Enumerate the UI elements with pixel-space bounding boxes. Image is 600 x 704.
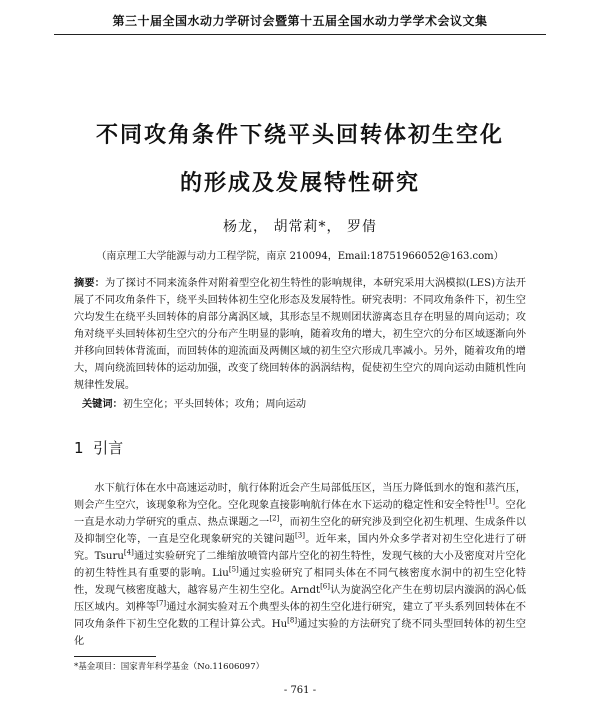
abstract-text: 为了探讨不同来流条件对附着型空化初生特性的影响规律，本研究采用大涡模拟(LES)方法开展了不同攻角条件下，绕平头回转体初生空化形态及发展特性。研究表明：不同攻角条件下，初生空穴均发生在绕平头回转体的肩部分离涡区域，其形态呈不规则团状游离态且存在明显的周向运动；攻角对绕平头回转体初生空穴的分布产生明显的影响，随着攻角的增大，初生空穴的分布区域逐渐向外并移向回转体背流面，而回转体的迎流面及两侧区域的初生空穴形成几率减小。另外，随着攻角的增大，周向绕流回转体的运动加强，改变了绕回转体的涡涡结构，促使初生空穴的周向运动由随机性向规律性发展。 <box>74 278 526 391</box>
citation-ref: [3] <box>295 531 305 540</box>
funding-footnote: *基金项目：国家青年科学基金（No.11606097） <box>74 662 265 672</box>
running-header: 第三十届全国水动力学研讨会暨第十五届全国水动力学学术会议文集 <box>54 12 546 35</box>
abstract-label: 摘要： <box>74 277 105 289</box>
section-number: 1 <box>74 439 84 457</box>
body-text: 水下航行体在水中高速运动时，航行体附近会产生局部低压区，当压力降低到水的饱和蒸汽压，则会产生空穴，该现象称为空化。空化现象直接影响航行体在水下运动的稳定性和安全特性 <box>74 483 526 511</box>
body-text: 。近年来，国内外众多学者对初生空化进行了研究。Tsuru <box>74 534 527 562</box>
body-text: 通过实验研究了相同头体在不同气核密度水洞中的初生空化特性，发现气核密度越大，越容易产生初生空化。Arndt <box>74 568 526 596</box>
body-text: ，而初生空化的研究涉及到空化初生机理、生成条件以及抑制空化等，一直是空化现象研究的关键问题 <box>74 517 527 545</box>
author-list: 杨龙， 胡常莉*， 罗倩 <box>223 219 377 235</box>
keywords-text: 初生空化；平头回转体；攻角；周向运动 <box>122 399 307 410</box>
citation-ref: [2] <box>269 514 280 523</box>
footnote-divider <box>74 656 156 657</box>
section-title: 引言 <box>93 439 124 457</box>
abstract <box>74 275 526 394</box>
page-number: - 761 - <box>283 685 317 696</box>
citation-ref: [6] <box>320 582 330 591</box>
body-text: 通过实验的方法研究了绕不同头型回转体的初生空化 <box>74 619 526 647</box>
body-text: 认为旋涡空化产生在剪切层内漩涡的涡心低压区域内。刘桦等 <box>74 585 527 613</box>
body-text: 通过水洞实验对五个典型头体的初生空化进行研究，建立了平头系列回转体在不同攻角条件下初生空化数的工程计算公式。Hu <box>74 602 526 630</box>
citation-ref: [5] <box>228 565 239 574</box>
body-text: 通过实验研究了二维缩放喷管内部片空化的初生特性，发现气核的大小及密度对片空化的初生特性具有重要的影响。Liu <box>74 551 526 579</box>
citation-ref: [4] <box>123 548 134 557</box>
paper-title-line-1: 不同攻角条件下绕平头回转体初生空化 <box>95 123 504 148</box>
citation-ref: [1] <box>485 497 496 506</box>
keywords <box>82 396 526 413</box>
citation-ref: [8] <box>287 616 298 625</box>
section-heading <box>74 437 123 458</box>
affiliation: （南京理工大学能源与动力工程学院，南京 210094，Email:18751966052@163.com） <box>96 251 504 262</box>
body-text: 。空化一直是水动力学研究的重点、热点课题之一 <box>74 500 526 528</box>
paper-title-line-2: 的形成及发展特性研究 <box>179 171 420 196</box>
citation-ref: [7] <box>156 599 167 608</box>
body-paragraph <box>74 480 526 650</box>
keywords-label: 关键词： <box>82 398 123 410</box>
